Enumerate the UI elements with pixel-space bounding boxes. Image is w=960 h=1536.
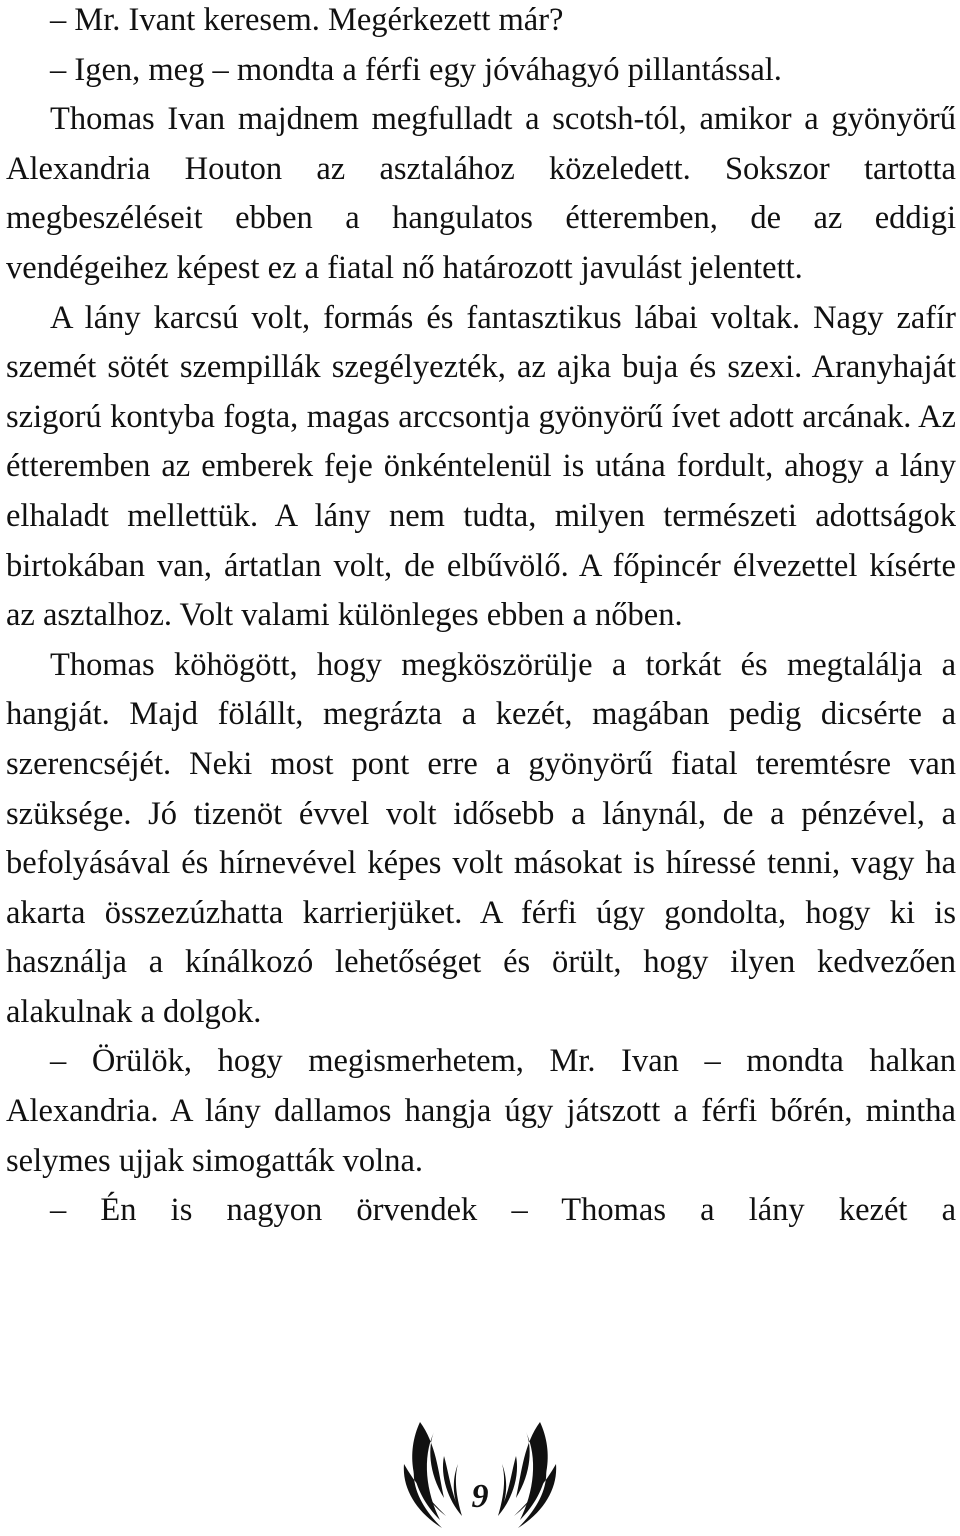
paragraph-4: A lány karcsú volt, formás és fantasztikus lábai voltak. Nagy zafír szemét sötét szempillák szegélyezték, az ajka buja és szexi. Aranyhaját szigorú kontyba fogta, magas arccsontja gyönyörű ívet adott arcának. Az étteremben az emberek feje önkéntelenül is utána fordult, ahogy a lány elhaladt mellettük. A lány nem tudta, milyen természeti adottságok birtokában van, ártatlan volt, de elbűvölő. A főpincér élvezettel kísérte az asztalhoz. Volt valami különleges ebben a nőben. xyxy=(6,299,956,634)
paragraph-2: – Igen, meg – mondta a férfi egy jóváhagyó pillantással. xyxy=(50,51,782,88)
paragraph-5: Thomas köhögött, hogy megköszörülje a torkát és megtalálja a hangját. Majd fölállt, megrázta a kezét, magában pedig dicsérte a szerencséjét. Neki most pont erre a gyönyörű fiatal teremtésre van szüksége. Jó tizenöt évvel volt idősebb a lánynál, de a pénzével, a befolyásával és hírnevével képes volt másokat is híressé tenni, vagy ha akarta összezúzhatta karrierjüket. A férfi úgy gondolta, hogy ki is használja a kínálkozó lehetőséget és örült, hogy ilyen kedvezően alakulnak a dolgok. xyxy=(6,646,956,1030)
body-text xyxy=(6,0,956,1236)
paragraph-3: Thomas Ivan majdnem megfulladt a scotsh-tól, amikor a gyönyörű Alexandria Houton az asztalához közeledett. Sokszor tartotta megbeszéléseit ebben a hangulatos étteremben, de az eddigi vendégeihez képest ez a fiatal nő határozott javulást jelentett. xyxy=(6,101,956,286)
flame-ornament-icon xyxy=(400,1412,560,1536)
paragraph-1: – Mr. Ivant keresem. Megérkezett már? xyxy=(50,2,564,38)
page-footer xyxy=(400,1412,560,1536)
page-number: 9 xyxy=(471,1478,489,1515)
paragraph-6: – Örülök, hogy megismerhetem, Mr. Ivan – mondta halkan Alexandria. A lány dallamos hangja úgy játszott a férfi bőrén, mintha selymes ujjak simogatták volna. xyxy=(6,1043,956,1179)
paragraph-7: – Én is nagyon örvendek – Thomas a lány kezét a xyxy=(50,1192,956,1229)
